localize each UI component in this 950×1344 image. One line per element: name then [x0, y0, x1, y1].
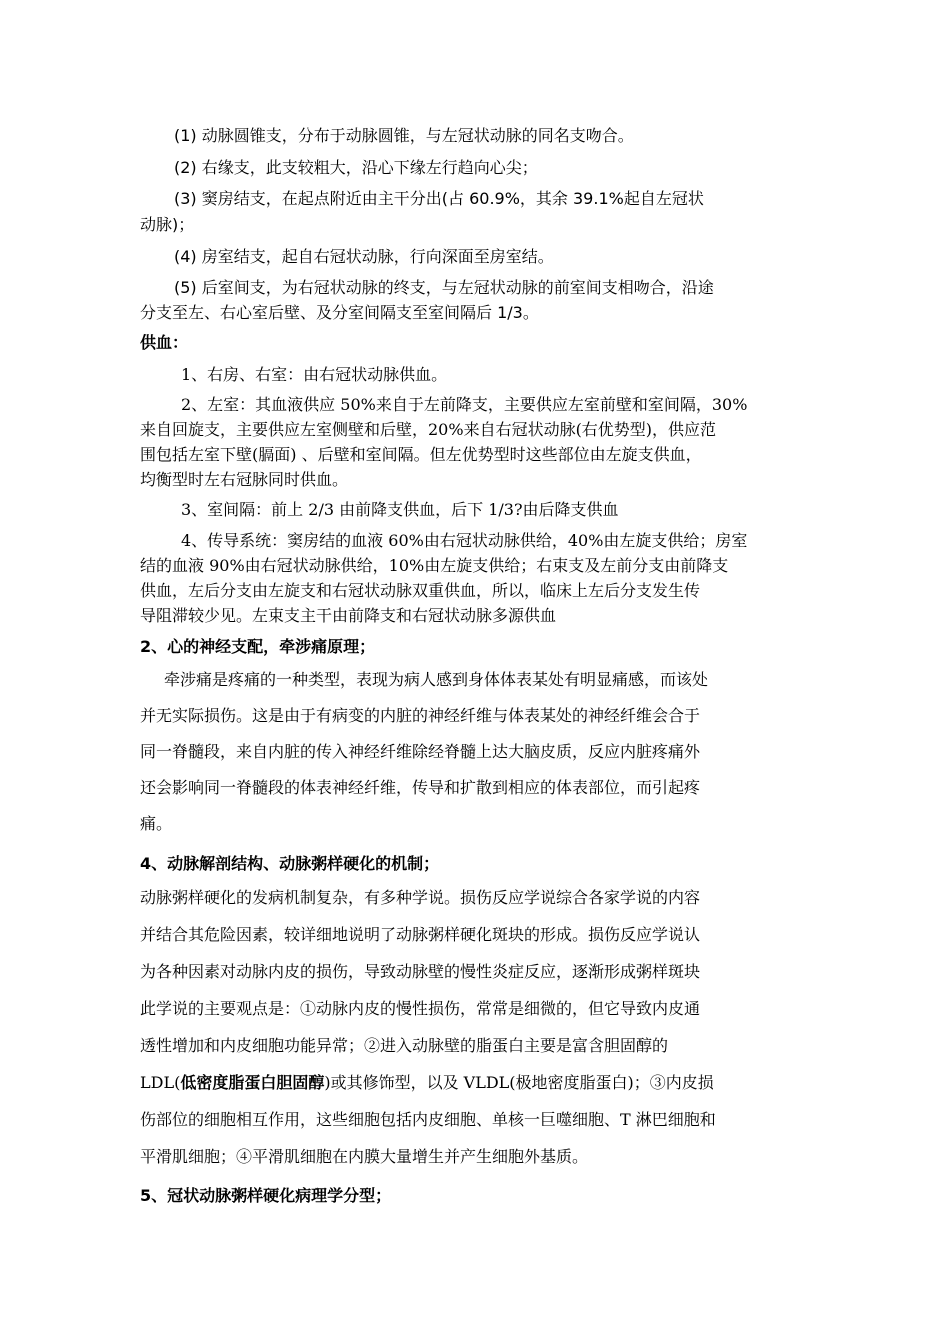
section-4-line-8: 平滑肌细胞；④平滑肌细胞在内膜大量增生并产生细胞外基质。 [140, 1147, 589, 1166]
supply-item-1: 1、右房、右室：由右冠状动脉供血。 [181, 365, 448, 384]
branch-4-line-1: (4) 房室结支，起自右冠状动脉，行向深面至房室结。 [174, 247, 554, 266]
section-4-line-3: 为各种因素对动脉内皮的损伤，导致动脉壁的慢性炎症反应，逐渐形成粥样斑块 [140, 962, 701, 981]
section-4-line-7: 伤部位的细胞相互作用，这些细胞包括内皮细胞、单核一巨噬细胞、T 淋巴细胞和 [140, 1110, 716, 1129]
section-2-line-1: 牵涉痛是疼痛的一种类型，表现为病人感到身体体表某处有明显痛感，而该处 [164, 670, 709, 689]
blood-supply-heading: 供血： [140, 333, 189, 352]
section-2-line-4: 还会影响同一脊髓段的体表神经纤维，传导和扩散到相应的体表部位，而引起疼 [140, 778, 701, 797]
supply-item-4-line-3: 供血，左后分支由左旋支和右冠状动脉双重供血，所以，临床上左后分支发生传 [140, 581, 701, 600]
section-4-line-6 [140, 1072, 714, 1094]
supply-item-4-line-1: 4、传导系统：窦房结的血液 60%由右冠状动脉供给，40%由左旋支供给；房室 [181, 531, 748, 550]
section-2-line-2: 并无实际损伤。这是由于有病变的内脏的神经纤维与体表某处的神经纤维会合于 [140, 706, 701, 725]
supply-item-4-line-2: 结的血液 90%由右冠状动脉供给，10%由左旋支供给；右束支及左前分支由前降支 [140, 556, 729, 575]
section-4-line-1: 动脉粥样硬化的发病机制复杂，有多种学说。损伤反应学说综合各家学说的内容 [140, 888, 701, 907]
supply-item-2-line-3: 围包括左室下壁(膈面) 、后壁和室间隔。但左优势型时这些部位由左旋支供血， [140, 445, 702, 464]
section-4-line-4: 此学说的主要观点是：①动脉内皮的慢性损伤，常常是细微的，但它导致内皮通 [140, 999, 701, 1018]
supply-item-2-line-4: 均衡型时左右冠脉同时供血。 [140, 470, 349, 489]
section-2-line-3: 同一脊髓段，来自内脏的传入神经纤维除经脊髓上达大脑皮质，反应内脏疼痛外 [140, 742, 701, 761]
branch-1-line-1: (1) 动脉圆锥支，分布于动脉圆锥，与左冠状动脉的同名支吻合。 [174, 126, 634, 145]
ldl-suffix: )或其修饰型，以及 VLDL(极地密度脂蛋白)；③内皮损 [324, 1073, 714, 1092]
supply-item-3: 3、室间隔：前上 2/3 由前降支供血，后下 1/3?由后降支供血 [181, 500, 619, 519]
branch-5-line-2: 分支至左、右心室后壁、及分室间隔支至室间隔后 1/3。 [140, 303, 539, 322]
section-4-heading: 4、动脉解剖结构、动脉粥样硬化的机制； [140, 854, 440, 873]
section-5-heading: 5、冠状动脉粥样硬化病理学分型； [140, 1186, 392, 1205]
section-4-line-5: 透性增加和内皮细胞功能异常；②进入动脉壁的脂蛋白主要是富含胆固醇的 [140, 1036, 669, 1055]
section-2-heading: 2、心的神经支配，牵涉痛原理； [140, 637, 376, 656]
branch-3-line-1: (3) 窦房结支，在起点附近由主干分出(占 60.9%，其余 39.1%起自左冠状 [174, 189, 704, 208]
branch-2-line-1: (2) 右缘支，此支较粗大，沿心下缘左行趋向心尖； [174, 158, 538, 177]
branch-3-line-2: 动脉)； [140, 215, 195, 234]
section-4-line-2: 并结合其危险因素，较详细地说明了动脉粥样硬化斑块的形成。损伤反应学说认 [140, 925, 701, 944]
branch-5-line-1: (5) 后室间支，为右冠状动脉的终支，与左冠状动脉的前室间支相吻合，沿途 [174, 278, 714, 297]
ldl-term: 低密度脂蛋白胆固醇 [180, 1073, 325, 1092]
supply-item-2-line-2: 来自回旋支，主要供应左室侧壁和后壁，20%来自右冠状动脉(右优势型)，供应范 [140, 420, 717, 439]
ldl-prefix: LDL( [140, 1073, 181, 1092]
supply-item-2-line-1: 2、左室：其血液供应 50%来自于左前降支，主要供应左室前壁和室间隔，30% [181, 395, 748, 414]
supply-item-4-line-4: 导阻滞较少见。左束支主干由前降支和右冠状动脉多源供血 [140, 606, 557, 625]
section-2-line-5: 痛。 [140, 814, 173, 833]
